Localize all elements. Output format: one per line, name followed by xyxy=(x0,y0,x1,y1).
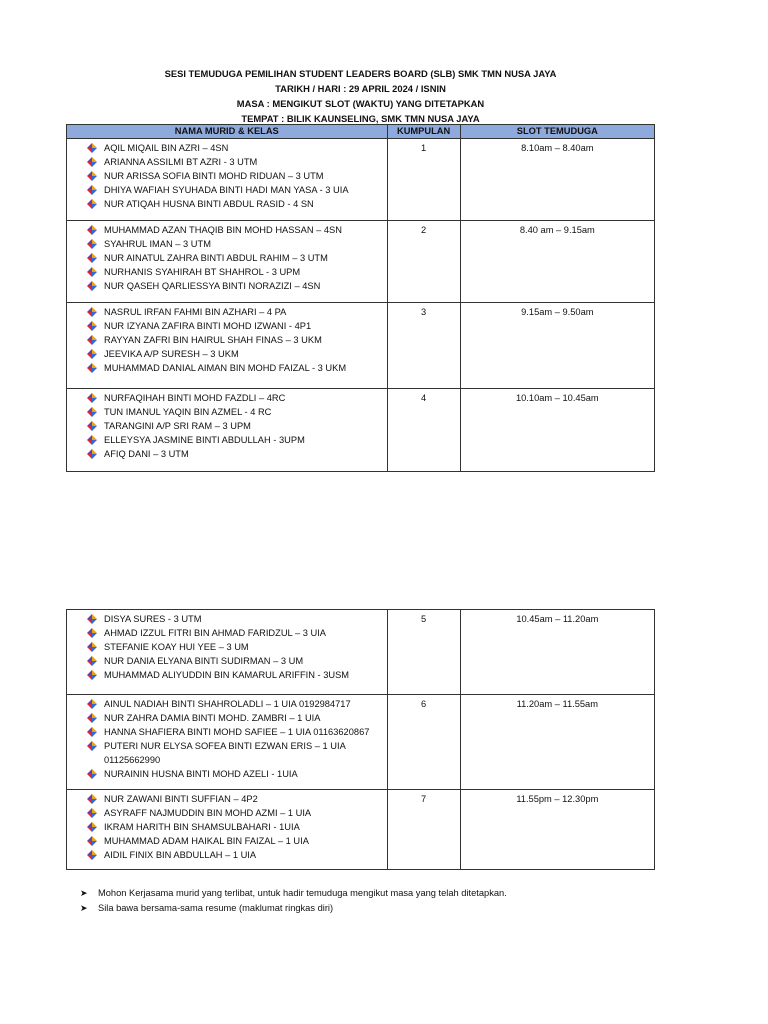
four-color-diamond-bullet-icon xyxy=(87,199,97,209)
four-color-diamond-bullet-icon xyxy=(87,727,97,737)
group-row xyxy=(67,790,655,870)
student-names-cell xyxy=(67,695,388,790)
student-name-text: MUHAMMAD ALIYUDDIN BIN KAMARUL ARIFFIN - 3USM xyxy=(104,670,350,680)
schedule-table-2 xyxy=(66,609,655,870)
student-name-text: MUHAMMAD DANIAL AIMAN BIN MOHD FAIZAL - 3 UKM xyxy=(104,363,347,373)
student-names-cell xyxy=(67,139,388,221)
slot-time-cell: 9.15am – 9.50am xyxy=(460,303,654,389)
student-name-item xyxy=(87,305,387,319)
four-color-diamond-bullet-icon xyxy=(87,349,97,359)
slot-time-cell: 11.20am – 11.55am xyxy=(460,695,654,790)
student-name-item xyxy=(87,668,387,682)
student-name-item xyxy=(87,237,387,251)
student-name-text: DHIYA WAFIAH SYUHADA BINTI HADI MAN YASA - 3 UIA xyxy=(104,185,349,195)
four-color-diamond-bullet-icon xyxy=(87,808,97,818)
student-name-text: AINUL NADIAH BINTI SHAHROLADLI – 1 UIA 0192984717 xyxy=(104,699,351,709)
student-name-item xyxy=(87,654,387,668)
student-name-text: NUR IZYANA ZAFIRA BINTI MOHD IZWANI - 4P1 xyxy=(104,321,312,331)
four-color-diamond-bullet-icon xyxy=(87,239,97,249)
student-name-text: NUR QASEH QARLIESSYA BINTI NORAZIZI – 4SN xyxy=(104,281,321,291)
slot-time-cell: 10.10am – 10.45am xyxy=(460,389,654,472)
student-name-text: NUR ZAHRA DAMIA BINTI MOHD. ZAMBRI – 1 UIA xyxy=(104,713,321,723)
student-name-text: AQIL MIQAIL BIN AZRI – 4SN xyxy=(104,143,229,153)
four-color-diamond-bullet-icon xyxy=(87,850,97,860)
header-time: MASA : MENGIKUT SLOT (WAKTU) YANG DITETAPKAN xyxy=(236,98,485,109)
student-name-item xyxy=(87,848,387,862)
header-title: SESI TEMUDUGA PEMILIHAN STUDENT LEADERS BOARD (SLB) SMK TMN NUSA JAYA xyxy=(164,68,557,79)
student-name-text: MUHAMMAD AZAN THAQIB BIN MOHD HASSAN – 4SN xyxy=(104,225,342,235)
four-color-diamond-bullet-icon xyxy=(87,281,97,291)
student-name-text: NUR AINATUL ZAHRA BINTI ABDUL RAHIM – 3 UTM xyxy=(104,253,328,263)
student-name-item xyxy=(87,169,387,183)
student-name-item xyxy=(87,223,387,237)
student-names-cell xyxy=(67,389,388,472)
group-row xyxy=(67,221,655,303)
student-name-text: NURAININ HUSNA BINTI MOHD AZELI - 1UIA xyxy=(104,769,298,779)
student-names-cell xyxy=(67,610,388,695)
student-names-cell xyxy=(67,303,388,389)
note-text: Mohon Kerjasama murid yang terlibat, untuk hadir temuduga mengikut masa yang telah ditetapkan. xyxy=(98,888,507,898)
group-row xyxy=(67,139,655,221)
kumpulan-cell: 3 xyxy=(387,303,460,389)
student-name-item xyxy=(87,405,387,419)
student-name-item xyxy=(87,391,387,405)
four-color-diamond-bullet-icon xyxy=(87,769,97,779)
student-name-item xyxy=(87,279,387,293)
four-color-diamond-bullet-icon xyxy=(87,741,97,751)
four-color-diamond-bullet-icon xyxy=(87,157,97,167)
header-nama-murid: NAMA MURID & KELAS xyxy=(67,125,388,139)
four-color-diamond-bullet-icon xyxy=(87,267,97,277)
arrowhead-bullet-icon: ➤ xyxy=(80,903,88,913)
four-color-diamond-bullet-icon xyxy=(87,307,97,317)
four-color-diamond-bullet-icon xyxy=(87,335,97,345)
student-name-item xyxy=(87,711,387,725)
header-kumpulan: KUMPULAN xyxy=(387,125,460,139)
student-name-text: NUR ATIQAH HUSNA BINTI ABDUL RASID - 4 SN xyxy=(104,199,314,209)
student-name-text: NUR ARISSA SOFIA BINTI MOHD RIDUAN – 3 UTM xyxy=(104,171,324,181)
kumpulan-cell: 5 xyxy=(387,610,460,695)
four-color-diamond-bullet-icon xyxy=(87,670,97,680)
four-color-diamond-bullet-icon xyxy=(87,656,97,666)
four-color-diamond-bullet-icon xyxy=(87,421,97,431)
student-name-text: JEEVIKA A/P SURESH – 3 UKM xyxy=(104,349,239,359)
schedule-table-1 xyxy=(66,124,655,472)
student-name-item xyxy=(87,640,387,654)
student-name-text: NASRUL IRFAN FAHMI BIN AZHARI – 4 PA xyxy=(104,307,287,317)
four-color-diamond-bullet-icon xyxy=(87,225,97,235)
student-names-cell xyxy=(67,790,388,870)
four-color-diamond-bullet-icon xyxy=(87,836,97,846)
four-color-diamond-bullet-icon xyxy=(87,393,97,403)
student-name-item xyxy=(87,183,387,197)
four-color-diamond-bullet-icon xyxy=(87,143,97,153)
kumpulan-cell: 4 xyxy=(387,389,460,472)
four-color-diamond-bullet-icon xyxy=(87,435,97,445)
four-color-diamond-bullet-icon xyxy=(87,407,97,417)
student-name-item xyxy=(87,251,387,265)
student-name-item xyxy=(87,834,387,848)
student-name-text: IKRAM HARITH BIN SHAMSULBAHARI - 1UIA xyxy=(104,822,300,832)
student-name-item xyxy=(87,265,387,279)
kumpulan-cell: 1 xyxy=(387,139,460,221)
note-item xyxy=(80,886,507,901)
note-text: Sila bawa bersama-sama resume (maklumat ringkas diri) xyxy=(98,903,334,913)
header-date: TARIKH / HARI : 29 APRIL 2024 / ISNIN xyxy=(275,83,446,94)
slot-time-cell: 8.10am – 8.40am xyxy=(460,139,654,221)
student-name-item xyxy=(87,806,387,820)
student-name-item xyxy=(87,739,387,767)
student-names-cell xyxy=(67,221,388,303)
four-color-diamond-bullet-icon xyxy=(87,614,97,624)
student-name-item xyxy=(87,197,387,211)
student-name-item xyxy=(87,626,387,640)
student-name-item xyxy=(87,792,387,806)
student-name-item xyxy=(87,319,387,333)
student-name-item xyxy=(87,361,387,375)
student-name-text: ELLEYSYA JASMINE BINTI ABDULLAH - 3UPM xyxy=(104,435,305,445)
group-row xyxy=(67,303,655,389)
student-name-item xyxy=(87,333,387,347)
student-name-item xyxy=(87,347,387,361)
student-name-text: TARANGINI A/P SRI RAM – 3 UPM xyxy=(104,421,251,431)
slot-time-cell: 10.45am – 11.20am xyxy=(460,610,654,695)
note-item xyxy=(80,901,507,916)
four-color-diamond-bullet-icon xyxy=(87,642,97,652)
student-name-text: ARIANNA ASSILMI BT AZRI - 3 UTM xyxy=(104,157,258,167)
student-name-item xyxy=(87,612,387,626)
student-name-text: ASYRAFF NAJMUDDIN BIN MOHD AZMI – 1 UIA xyxy=(104,808,312,818)
student-name-item xyxy=(87,155,387,169)
arrowhead-bullet-icon: ➤ xyxy=(80,888,88,898)
four-color-diamond-bullet-icon xyxy=(87,628,97,638)
four-color-diamond-bullet-icon xyxy=(87,794,97,804)
four-color-diamond-bullet-icon xyxy=(87,699,97,709)
student-name-text: AFIQ DANI – 3 UTM xyxy=(104,449,189,459)
student-name-item xyxy=(87,725,387,739)
student-name-text: NUR DANIA ELYANA BINTI SUDIRMAN – 3 UM xyxy=(104,656,304,666)
student-name-text: AHMAD IZZUL FITRI BIN AHMAD FARIDZUL – 3 UIA xyxy=(104,628,326,638)
student-name-text: STEFANIE KOAY HUI YEE – 3 UM xyxy=(104,642,249,652)
student-name-text: DISYA SURES - 3 UTM xyxy=(104,614,202,624)
student-name-item xyxy=(87,419,387,433)
kumpulan-cell: 2 xyxy=(387,221,460,303)
four-color-diamond-bullet-icon xyxy=(87,185,97,195)
four-color-diamond-bullet-icon xyxy=(87,363,97,373)
student-name-text: PUTERI NUR ELYSA SOFEA BINTI EZWAN ERIS – 1 UIA 01125662990 xyxy=(104,741,346,765)
student-name-item xyxy=(87,697,387,711)
student-name-item xyxy=(87,767,387,781)
student-name-text: SYAHRUL IMAN – 3 UTM xyxy=(104,239,211,249)
group-row xyxy=(67,610,655,695)
four-color-diamond-bullet-icon xyxy=(87,171,97,181)
group-row xyxy=(67,695,655,790)
table-header-row xyxy=(67,125,655,139)
four-color-diamond-bullet-icon xyxy=(87,713,97,723)
student-name-item xyxy=(87,433,387,447)
student-name-text: AIDIL FINIX BIN ABDULLAH – 1 UIA xyxy=(104,850,257,860)
four-color-diamond-bullet-icon xyxy=(87,321,97,331)
slot-time-cell: 8.40 am – 9.15am xyxy=(460,221,654,303)
student-name-text: TUN IMANUL YAQIN BIN AZMEL - 4 RC xyxy=(104,407,272,417)
notes-list xyxy=(80,886,507,916)
header-slot-temuduga: SLOT TEMUDUGA xyxy=(460,125,654,139)
student-name-text: NUR ZAWANI BINTI SUFFIAN – 4P2 xyxy=(104,794,258,804)
group-row xyxy=(67,389,655,472)
student-name-text: MUHAMMAD ADAM HAIKAL BIN FAIZAL – 1 UIA xyxy=(104,836,309,846)
slot-time-cell: 11.55pm – 12.30pm xyxy=(460,790,654,870)
document-header xyxy=(66,66,655,126)
header-venue: TEMPAT : BILIK KAUNSELING, SMK TMN NUSA JAYA xyxy=(241,113,480,124)
student-name-text: RAYYAN ZAFRI BIN HAIRUL SHAH FINAS – 3 UKM xyxy=(104,335,322,345)
student-name-text: HANNA SHAFIERA BINTI MOHD SAFIEE – 1 UIA 01163620867 xyxy=(104,727,370,737)
four-color-diamond-bullet-icon xyxy=(87,822,97,832)
student-name-item xyxy=(87,447,387,461)
four-color-diamond-bullet-icon xyxy=(87,449,97,459)
student-name-item xyxy=(87,141,387,155)
student-name-text: NURFAQIHAH BINTI MOHD FAZDLI – 4RC xyxy=(104,393,286,403)
kumpulan-cell: 6 xyxy=(387,695,460,790)
student-name-item xyxy=(87,820,387,834)
four-color-diamond-bullet-icon xyxy=(87,253,97,263)
student-name-text: NURHANIS SYAHIRAH BT SHAHROL - 3 UPM xyxy=(104,267,301,277)
kumpulan-cell: 7 xyxy=(387,790,460,870)
